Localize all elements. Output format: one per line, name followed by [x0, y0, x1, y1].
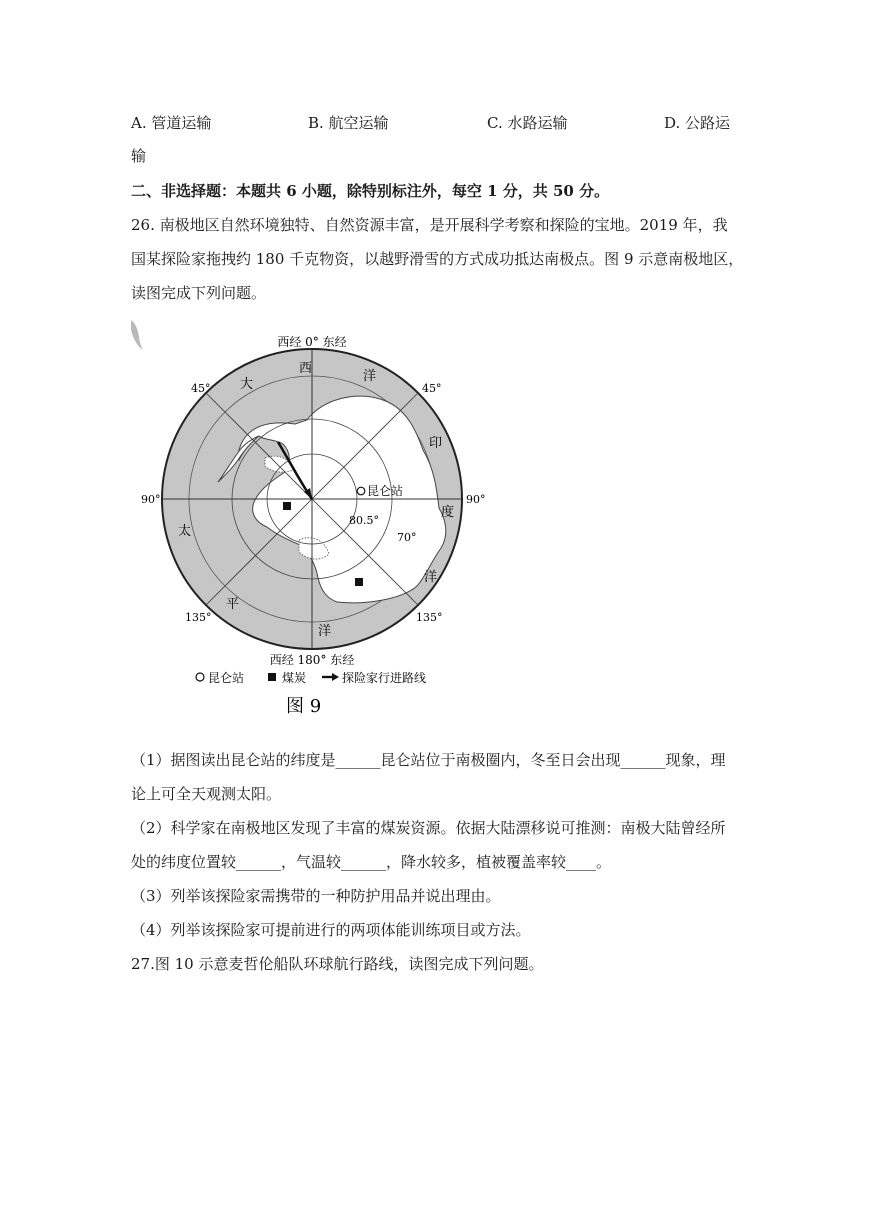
top-meridian-label: 西经 0° 东经 [277, 335, 347, 349]
kunlun-station-marker [357, 487, 365, 495]
lat-80-label: 80.5° [349, 514, 379, 527]
option-d: D. 公路运 [664, 114, 731, 132]
q26-1-line-1: （1）据图读出昆仑站的纬度是______昆仑站位于南极圈内，冬至日会出现______现象，理 [131, 751, 726, 769]
lat-70-label: 70° [397, 531, 417, 544]
kunlun-station-label: 昆仑站 [367, 484, 404, 498]
q26-line-3: 读图完成下列问题。 [131, 284, 267, 302]
deg-45-right: 45° [422, 382, 442, 395]
legend-coal-label: 煤炭 [282, 671, 307, 685]
bottom-meridian-label: 西经 180° 东经 [269, 653, 355, 667]
ocean-char-yang-1: 洋 [363, 369, 377, 384]
coal-marker-1 [283, 502, 291, 510]
q26-4: （4）列举该探险家可提前进行的两项体能训练项目或方法。 [131, 921, 531, 939]
q26-3: （3）列举该探险家需携带的一种防护用品并说出理由。 [131, 887, 501, 905]
legend-station-label: 昆仑站 [208, 671, 245, 685]
legend-coal-icon [268, 673, 276, 681]
deg-90-left: 90° [141, 493, 161, 506]
deg-135-right: 135° [416, 611, 443, 624]
ocean-char-du: 度 [441, 505, 455, 520]
ocean-char-da: 大 [240, 377, 254, 392]
q26-2-line-2: 处的纬度位置较______，气温较______，降水较多，植被覆盖率较____。 [131, 853, 612, 871]
deg-135-left: 135° [185, 611, 212, 624]
ocean-char-yin: 印 [429, 436, 443, 451]
q26-line-1: 26. 南极地区自然环境独特、自然资源丰富，是开展科学考察和探险的宝地。2019 年，我 [131, 216, 728, 234]
q26-2-line-1: （2）科学家在南极地区发现了丰富的煤炭资源。依据大陆漂移说可推测：南极大陆曾经所 [131, 819, 726, 837]
option-c: C. 水路运输 [487, 114, 568, 132]
deg-45-left: 45° [191, 382, 211, 395]
corner-mark [131, 320, 143, 350]
ocean-char-ping: 平 [226, 597, 240, 612]
legend-route-arrowhead [332, 673, 339, 681]
ocean-char-yang-3: 洋 [318, 624, 332, 639]
legend-route-label: 探险家行进路线 [342, 671, 427, 685]
option-b: B. 航空运输 [308, 114, 389, 132]
figure-caption: 图 9 [286, 696, 322, 717]
option-a: A. 管道运输 [131, 114, 212, 132]
ocean-char-tai: 太 [178, 524, 192, 539]
legend-station-icon [196, 673, 204, 681]
q26-line-2: 国某探险家拖拽约 180 千克物资，以越野滑雪的方式成功抵达南极点。图 9 示意南极地区， [131, 250, 744, 268]
section-title: 二、非选择题：本题共 6 小题，除特别标注外，每空 1 分，共 50 分。 [131, 182, 610, 200]
antarctica-map [131, 320, 493, 720]
q26-1-line-2: 论上可全天观测太阳。 [131, 785, 282, 803]
option-d-wrap: 输 [131, 147, 147, 165]
deg-90-right: 90° [466, 493, 486, 506]
ocean-char-yang-2: 洋 [424, 570, 438, 585]
ocean-char-xi: 西 [299, 361, 313, 376]
q27: 27.图 10 示意麦哲伦船队环球航行路线，读图完成下列问题。 [131, 955, 544, 973]
coal-marker-2 [355, 578, 363, 586]
